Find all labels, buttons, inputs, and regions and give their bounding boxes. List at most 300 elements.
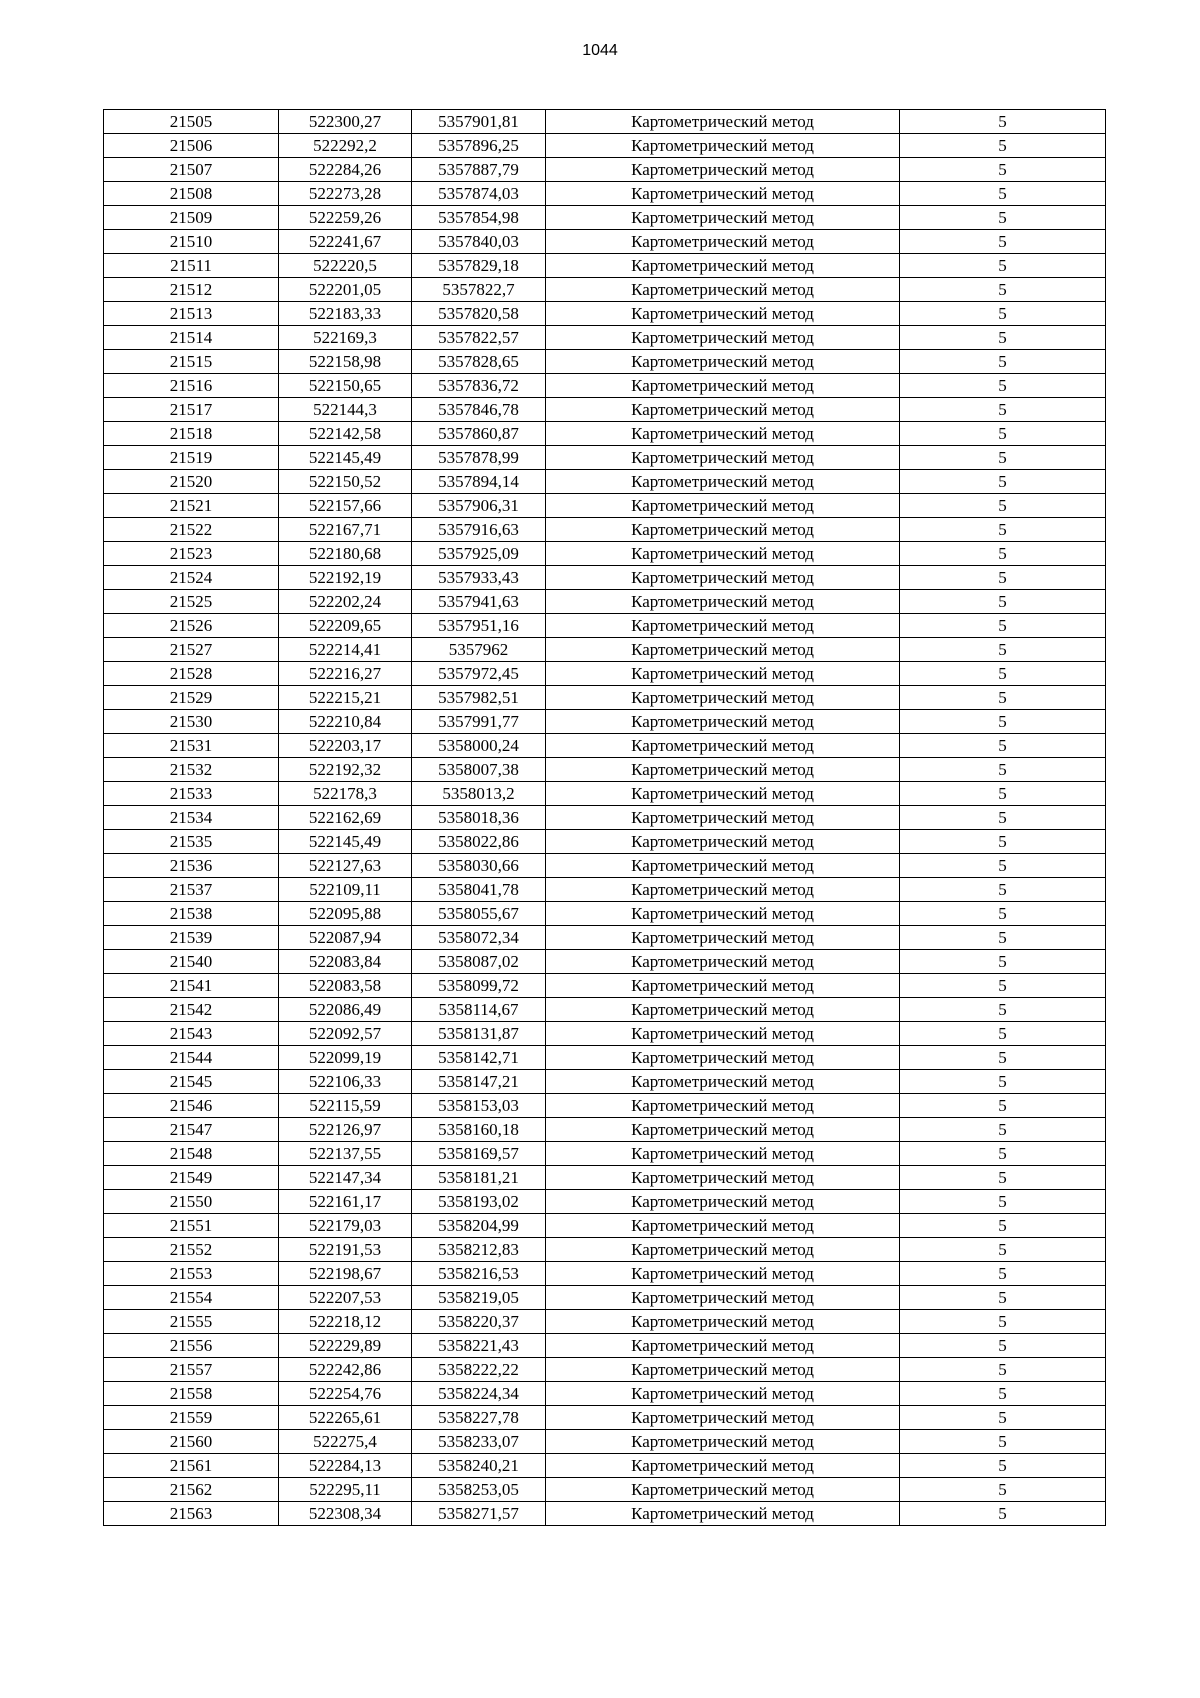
- table-row: [104, 134, 1106, 158]
- x-coordinate-cell: 522207,53: [279, 1286, 412, 1310]
- method-cell: Картометрический метод: [546, 1118, 900, 1142]
- point-number-cell: 21516: [104, 374, 279, 398]
- accuracy-cell: 5: [900, 326, 1106, 350]
- table-row: [104, 1238, 1106, 1262]
- point-number-cell: 21545: [104, 1070, 279, 1094]
- point-number-cell: 21517: [104, 398, 279, 422]
- y-coordinate-cell: 5358181,21: [412, 1166, 546, 1190]
- x-coordinate-cell: 522157,66: [279, 494, 412, 518]
- y-coordinate-cell: 5358220,37: [412, 1310, 546, 1334]
- accuracy-cell: 5: [900, 398, 1106, 422]
- method-cell: Картометрический метод: [546, 1406, 900, 1430]
- y-coordinate-cell: 5357860,87: [412, 422, 546, 446]
- x-coordinate-cell: 522142,58: [279, 422, 412, 446]
- y-coordinate-cell: 5358007,38: [412, 758, 546, 782]
- accuracy-cell: 5: [900, 998, 1106, 1022]
- accuracy-cell: 5: [900, 182, 1106, 206]
- point-number-cell: 21556: [104, 1334, 279, 1358]
- y-coordinate-cell: 5357854,98: [412, 206, 546, 230]
- y-coordinate-cell: 5358142,71: [412, 1046, 546, 1070]
- table-row: [104, 206, 1106, 230]
- method-cell: Картометрический метод: [546, 1166, 900, 1190]
- x-coordinate-cell: 522161,17: [279, 1190, 412, 1214]
- y-coordinate-cell: 5357951,16: [412, 614, 546, 638]
- method-cell: Картометрический метод: [546, 950, 900, 974]
- table-row: [104, 422, 1106, 446]
- point-number-cell: 21555: [104, 1310, 279, 1334]
- table-row: [104, 1430, 1106, 1454]
- y-coordinate-cell: 5357822,7: [412, 278, 546, 302]
- x-coordinate-cell: 522158,98: [279, 350, 412, 374]
- method-cell: Картометрический метод: [546, 1310, 900, 1334]
- x-coordinate-cell: 522300,27: [279, 110, 412, 134]
- x-coordinate-cell: 522295,11: [279, 1478, 412, 1502]
- accuracy-cell: 5: [900, 806, 1106, 830]
- table-row: [104, 350, 1106, 374]
- x-coordinate-cell: 522150,52: [279, 470, 412, 494]
- table-row: [104, 518, 1106, 542]
- table-row: [104, 326, 1106, 350]
- method-cell: Картометрический метод: [546, 590, 900, 614]
- method-cell: Картометрический метод: [546, 446, 900, 470]
- accuracy-cell: 5: [900, 518, 1106, 542]
- table-row: [104, 374, 1106, 398]
- y-coordinate-cell: 5358233,07: [412, 1430, 546, 1454]
- accuracy-cell: 5: [900, 542, 1106, 566]
- method-cell: Картометрический метод: [546, 1046, 900, 1070]
- y-coordinate-cell: 5358169,57: [412, 1142, 546, 1166]
- y-coordinate-cell: 5357925,09: [412, 542, 546, 566]
- x-coordinate-cell: 522095,88: [279, 902, 412, 926]
- x-coordinate-cell: 522109,11: [279, 878, 412, 902]
- method-cell: Картометрический метод: [546, 1502, 900, 1526]
- method-cell: Картометрический метод: [546, 638, 900, 662]
- x-coordinate-cell: 522147,34: [279, 1166, 412, 1190]
- point-number-cell: 21543: [104, 1022, 279, 1046]
- point-number-cell: 21527: [104, 638, 279, 662]
- table-row: [104, 638, 1106, 662]
- method-cell: Картометрический метод: [546, 518, 900, 542]
- accuracy-cell: 5: [900, 782, 1106, 806]
- point-number-cell: 21522: [104, 518, 279, 542]
- x-coordinate-cell: 522145,49: [279, 446, 412, 470]
- y-coordinate-cell: 5357887,79: [412, 158, 546, 182]
- point-number-cell: 21530: [104, 710, 279, 734]
- point-number-cell: 21540: [104, 950, 279, 974]
- point-number-cell: 21536: [104, 854, 279, 878]
- point-number-cell: 21558: [104, 1382, 279, 1406]
- x-coordinate-cell: 522241,67: [279, 230, 412, 254]
- table-row: [104, 470, 1106, 494]
- accuracy-cell: 5: [900, 230, 1106, 254]
- method-cell: Картометрический метод: [546, 1190, 900, 1214]
- accuracy-cell: 5: [900, 350, 1106, 374]
- method-cell: Картометрический метод: [546, 1334, 900, 1358]
- table-row: [104, 926, 1106, 950]
- x-coordinate-cell: 522259,26: [279, 206, 412, 230]
- y-coordinate-cell: 5358219,05: [412, 1286, 546, 1310]
- x-coordinate-cell: 522183,33: [279, 302, 412, 326]
- table-row: [104, 158, 1106, 182]
- table-row: [104, 614, 1106, 638]
- accuracy-cell: 5: [900, 1094, 1106, 1118]
- point-number-cell: 21520: [104, 470, 279, 494]
- method-cell: Картометрический метод: [546, 1478, 900, 1502]
- x-coordinate-cell: 522275,4: [279, 1430, 412, 1454]
- method-cell: Картометрический метод: [546, 302, 900, 326]
- accuracy-cell: 5: [900, 974, 1106, 998]
- page-number: 1044: [582, 42, 618, 59]
- point-number-cell: 21519: [104, 446, 279, 470]
- y-coordinate-cell: 5357941,63: [412, 590, 546, 614]
- point-number-cell: 21505: [104, 110, 279, 134]
- accuracy-cell: 5: [900, 1142, 1106, 1166]
- table-row: [104, 1382, 1106, 1406]
- method-cell: Картометрический метод: [546, 134, 900, 158]
- table-row: [104, 854, 1106, 878]
- table-row: [104, 110, 1106, 134]
- accuracy-cell: 5: [900, 1022, 1106, 1046]
- method-cell: Картометрический метод: [546, 1022, 900, 1046]
- x-coordinate-cell: 522099,19: [279, 1046, 412, 1070]
- method-cell: Картометрический метод: [546, 1262, 900, 1286]
- y-coordinate-cell: 5358018,36: [412, 806, 546, 830]
- point-number-cell: 21562: [104, 1478, 279, 1502]
- accuracy-cell: 5: [900, 206, 1106, 230]
- accuracy-cell: 5: [900, 1478, 1106, 1502]
- method-cell: Картометрический метод: [546, 1070, 900, 1094]
- table-row: [104, 902, 1106, 926]
- point-number-cell: 21548: [104, 1142, 279, 1166]
- accuracy-cell: 5: [900, 1454, 1106, 1478]
- table-row: [104, 566, 1106, 590]
- accuracy-cell: 5: [900, 1502, 1106, 1526]
- point-number-cell: 21510: [104, 230, 279, 254]
- method-cell: Картометрический метод: [546, 662, 900, 686]
- x-coordinate-cell: 522087,94: [279, 926, 412, 950]
- table-row: [104, 686, 1106, 710]
- point-number-cell: 21518: [104, 422, 279, 446]
- x-coordinate-cell: 522209,65: [279, 614, 412, 638]
- method-cell: Картометрический метод: [546, 1454, 900, 1478]
- method-cell: Картометрический метод: [546, 854, 900, 878]
- x-coordinate-cell: 522192,19: [279, 566, 412, 590]
- point-number-cell: 21528: [104, 662, 279, 686]
- accuracy-cell: 5: [900, 1214, 1106, 1238]
- y-coordinate-cell: 5357894,14: [412, 470, 546, 494]
- method-cell: Картометрический метод: [546, 326, 900, 350]
- x-coordinate-cell: 522242,86: [279, 1358, 412, 1382]
- y-coordinate-cell: 5358013,2: [412, 782, 546, 806]
- method-cell: Картометрический метод: [546, 998, 900, 1022]
- point-number-cell: 21563: [104, 1502, 279, 1526]
- accuracy-cell: 5: [900, 1334, 1106, 1358]
- y-coordinate-cell: 5357972,45: [412, 662, 546, 686]
- point-number-cell: 21557: [104, 1358, 279, 1382]
- method-cell: Картометрический метод: [546, 1286, 900, 1310]
- method-cell: Картометрический метод: [546, 902, 900, 926]
- y-coordinate-cell: 5357840,03: [412, 230, 546, 254]
- accuracy-cell: 5: [900, 1238, 1106, 1262]
- x-coordinate-cell: 522092,57: [279, 1022, 412, 1046]
- table-row: [104, 1118, 1106, 1142]
- y-coordinate-cell: 5358022,86: [412, 830, 546, 854]
- x-coordinate-cell: 522284,13: [279, 1454, 412, 1478]
- point-number-cell: 21511: [104, 254, 279, 278]
- x-coordinate-cell: 522137,55: [279, 1142, 412, 1166]
- method-cell: Картометрический метод: [546, 374, 900, 398]
- x-coordinate-cell: 522150,65: [279, 374, 412, 398]
- method-cell: Картометрический метод: [546, 254, 900, 278]
- method-cell: Картометрический метод: [546, 158, 900, 182]
- accuracy-cell: 5: [900, 566, 1106, 590]
- y-coordinate-cell: 5358204,99: [412, 1214, 546, 1238]
- method-cell: Картометрический метод: [546, 1382, 900, 1406]
- y-coordinate-cell: 5357828,65: [412, 350, 546, 374]
- y-coordinate-cell: 5358212,83: [412, 1238, 546, 1262]
- method-cell: Картометрический метод: [546, 1142, 900, 1166]
- point-number-cell: 21515: [104, 350, 279, 374]
- y-coordinate-cell: 5358041,78: [412, 878, 546, 902]
- y-coordinate-cell: 5358030,66: [412, 854, 546, 878]
- table-row: [104, 398, 1106, 422]
- accuracy-cell: 5: [900, 1286, 1106, 1310]
- x-coordinate-cell: 522191,53: [279, 1238, 412, 1262]
- x-coordinate-cell: 522216,27: [279, 662, 412, 686]
- table-row: [104, 878, 1106, 902]
- accuracy-cell: 5: [900, 1118, 1106, 1142]
- table-row: [104, 1358, 1106, 1382]
- accuracy-cell: 5: [900, 470, 1106, 494]
- y-coordinate-cell: 5358240,21: [412, 1454, 546, 1478]
- accuracy-cell: 5: [900, 614, 1106, 638]
- y-coordinate-cell: 5358227,78: [412, 1406, 546, 1430]
- x-coordinate-cell: 522145,49: [279, 830, 412, 854]
- table-row: [104, 1022, 1106, 1046]
- point-number-cell: 21534: [104, 806, 279, 830]
- point-number-cell: 21521: [104, 494, 279, 518]
- table-row: [104, 1190, 1106, 1214]
- method-cell: Картометрический метод: [546, 494, 900, 518]
- x-coordinate-cell: 522229,89: [279, 1334, 412, 1358]
- point-number-cell: 21531: [104, 734, 279, 758]
- x-coordinate-cell: 522126,97: [279, 1118, 412, 1142]
- x-coordinate-cell: 522201,05: [279, 278, 412, 302]
- table-row: [104, 1214, 1106, 1238]
- method-cell: Картометрический метод: [546, 926, 900, 950]
- point-number-cell: 21539: [104, 926, 279, 950]
- table-row: [104, 278, 1106, 302]
- method-cell: Картометрический метод: [546, 734, 900, 758]
- table-row: [104, 998, 1106, 1022]
- method-cell: Картометрический метод: [546, 422, 900, 446]
- accuracy-cell: 5: [900, 1430, 1106, 1454]
- accuracy-cell: 5: [900, 854, 1106, 878]
- table-row: [104, 1142, 1106, 1166]
- table-row: [104, 758, 1106, 782]
- table-row: [104, 494, 1106, 518]
- accuracy-cell: 5: [900, 830, 1106, 854]
- method-cell: Картометрический метод: [546, 710, 900, 734]
- y-coordinate-cell: 5358055,67: [412, 902, 546, 926]
- x-coordinate-cell: 522083,58: [279, 974, 412, 998]
- method-cell: Картометрический метод: [546, 974, 900, 998]
- x-coordinate-cell: 522214,41: [279, 638, 412, 662]
- accuracy-cell: 5: [900, 422, 1106, 446]
- point-number-cell: 21512: [104, 278, 279, 302]
- method-cell: Картометрический метод: [546, 1214, 900, 1238]
- point-number-cell: 21553: [104, 1262, 279, 1286]
- table-row: [104, 230, 1106, 254]
- table-row: [104, 1166, 1106, 1190]
- x-coordinate-cell: 522215,21: [279, 686, 412, 710]
- method-cell: Картометрический метод: [546, 782, 900, 806]
- accuracy-cell: 5: [900, 950, 1106, 974]
- table-row: [104, 542, 1106, 566]
- method-cell: Картометрический метод: [546, 1094, 900, 1118]
- table-row: [104, 182, 1106, 206]
- y-coordinate-cell: 5357878,99: [412, 446, 546, 470]
- x-coordinate-cell: 522169,3: [279, 326, 412, 350]
- method-cell: Картометрический метод: [546, 278, 900, 302]
- point-number-cell: 21549: [104, 1166, 279, 1190]
- table-row: [104, 1262, 1106, 1286]
- point-number-cell: 21514: [104, 326, 279, 350]
- y-coordinate-cell: 5358087,02: [412, 950, 546, 974]
- y-coordinate-cell: 5358160,18: [412, 1118, 546, 1142]
- y-coordinate-cell: 5358224,34: [412, 1382, 546, 1406]
- y-coordinate-cell: 5357836,72: [412, 374, 546, 398]
- point-number-cell: 21509: [104, 206, 279, 230]
- table-row: [104, 806, 1106, 830]
- y-coordinate-cell: 5357906,31: [412, 494, 546, 518]
- table-row: [104, 1334, 1106, 1358]
- table-row: [104, 1094, 1106, 1118]
- y-coordinate-cell: 5358221,43: [412, 1334, 546, 1358]
- x-coordinate-cell: 522254,76: [279, 1382, 412, 1406]
- table-row: [104, 782, 1106, 806]
- method-cell: Картометрический метод: [546, 806, 900, 830]
- point-number-cell: 21529: [104, 686, 279, 710]
- method-cell: Картометрический метод: [546, 1358, 900, 1382]
- table-row: [104, 446, 1106, 470]
- accuracy-cell: 5: [900, 638, 1106, 662]
- x-coordinate-cell: 522284,26: [279, 158, 412, 182]
- method-cell: Картометрический метод: [546, 350, 900, 374]
- point-number-cell: 21507: [104, 158, 279, 182]
- x-coordinate-cell: 522210,84: [279, 710, 412, 734]
- y-coordinate-cell: 5357829,18: [412, 254, 546, 278]
- table-row: [104, 1502, 1106, 1526]
- point-number-cell: 21532: [104, 758, 279, 782]
- x-coordinate-cell: 522180,68: [279, 542, 412, 566]
- table-row: [104, 1046, 1106, 1070]
- y-coordinate-cell: 5357933,43: [412, 566, 546, 590]
- table-row: [104, 1286, 1106, 1310]
- method-cell: Картометрический метод: [546, 878, 900, 902]
- accuracy-cell: 5: [900, 662, 1106, 686]
- accuracy-cell: 5: [900, 254, 1106, 278]
- y-coordinate-cell: 5357991,77: [412, 710, 546, 734]
- accuracy-cell: 5: [900, 926, 1106, 950]
- x-coordinate-cell: 522106,33: [279, 1070, 412, 1094]
- method-cell: Картометрический метод: [546, 398, 900, 422]
- point-number-cell: 21550: [104, 1190, 279, 1214]
- y-coordinate-cell: 5357916,63: [412, 518, 546, 542]
- point-number-cell: 21559: [104, 1406, 279, 1430]
- y-coordinate-cell: 5358253,05: [412, 1478, 546, 1502]
- point-number-cell: 21513: [104, 302, 279, 326]
- y-coordinate-cell: 5358000,24: [412, 734, 546, 758]
- table-row: [104, 1478, 1106, 1502]
- point-number-cell: 21547: [104, 1118, 279, 1142]
- method-cell: Картометрический метод: [546, 542, 900, 566]
- x-coordinate-cell: 522265,61: [279, 1406, 412, 1430]
- table-row: [104, 590, 1106, 614]
- point-number-cell: 21535: [104, 830, 279, 854]
- y-coordinate-cell: 5358271,57: [412, 1502, 546, 1526]
- accuracy-cell: 5: [900, 758, 1106, 782]
- point-number-cell: 21525: [104, 590, 279, 614]
- accuracy-cell: 5: [900, 710, 1106, 734]
- accuracy-cell: 5: [900, 110, 1106, 134]
- accuracy-cell: 5: [900, 1382, 1106, 1406]
- table-row: [104, 302, 1106, 326]
- point-number-cell: 21526: [104, 614, 279, 638]
- x-coordinate-cell: 522179,03: [279, 1214, 412, 1238]
- point-number-cell: 21560: [104, 1430, 279, 1454]
- x-coordinate-cell: 522273,28: [279, 182, 412, 206]
- x-coordinate-cell: 522220,5: [279, 254, 412, 278]
- x-coordinate-cell: 522203,17: [279, 734, 412, 758]
- y-coordinate-cell: 5358222,22: [412, 1358, 546, 1382]
- method-cell: Картометрический метод: [546, 1430, 900, 1454]
- table-row: [104, 1454, 1106, 1478]
- x-coordinate-cell: 522127,63: [279, 854, 412, 878]
- accuracy-cell: 5: [900, 1190, 1106, 1214]
- table-row: [104, 974, 1106, 998]
- point-number-cell: 21552: [104, 1238, 279, 1262]
- table-row: [104, 710, 1106, 734]
- point-number-cell: 21524: [104, 566, 279, 590]
- point-number-cell: 21554: [104, 1286, 279, 1310]
- accuracy-cell: 5: [900, 1046, 1106, 1070]
- accuracy-cell: 5: [900, 374, 1106, 398]
- x-coordinate-cell: 522308,34: [279, 1502, 412, 1526]
- table-row: [104, 830, 1106, 854]
- x-coordinate-cell: 522115,59: [279, 1094, 412, 1118]
- point-number-cell: 21538: [104, 902, 279, 926]
- y-coordinate-cell: 5357846,78: [412, 398, 546, 422]
- method-cell: Картометрический метод: [546, 830, 900, 854]
- accuracy-cell: 5: [900, 1310, 1106, 1334]
- table-row: [104, 1070, 1106, 1094]
- y-coordinate-cell: 5358193,02: [412, 1190, 546, 1214]
- y-coordinate-cell: 5358072,34: [412, 926, 546, 950]
- accuracy-cell: 5: [900, 134, 1106, 158]
- x-coordinate-cell: 522167,71: [279, 518, 412, 542]
- table-row: [104, 950, 1106, 974]
- x-coordinate-cell: 522292,2: [279, 134, 412, 158]
- y-coordinate-cell: 5357822,57: [412, 326, 546, 350]
- x-coordinate-cell: 522083,84: [279, 950, 412, 974]
- y-coordinate-cell: 5357901,81: [412, 110, 546, 134]
- accuracy-cell: 5: [900, 278, 1106, 302]
- x-coordinate-cell: 522086,49: [279, 998, 412, 1022]
- accuracy-cell: 5: [900, 1166, 1106, 1190]
- y-coordinate-cell: 5358147,21: [412, 1070, 546, 1094]
- method-cell: Картометрический метод: [546, 230, 900, 254]
